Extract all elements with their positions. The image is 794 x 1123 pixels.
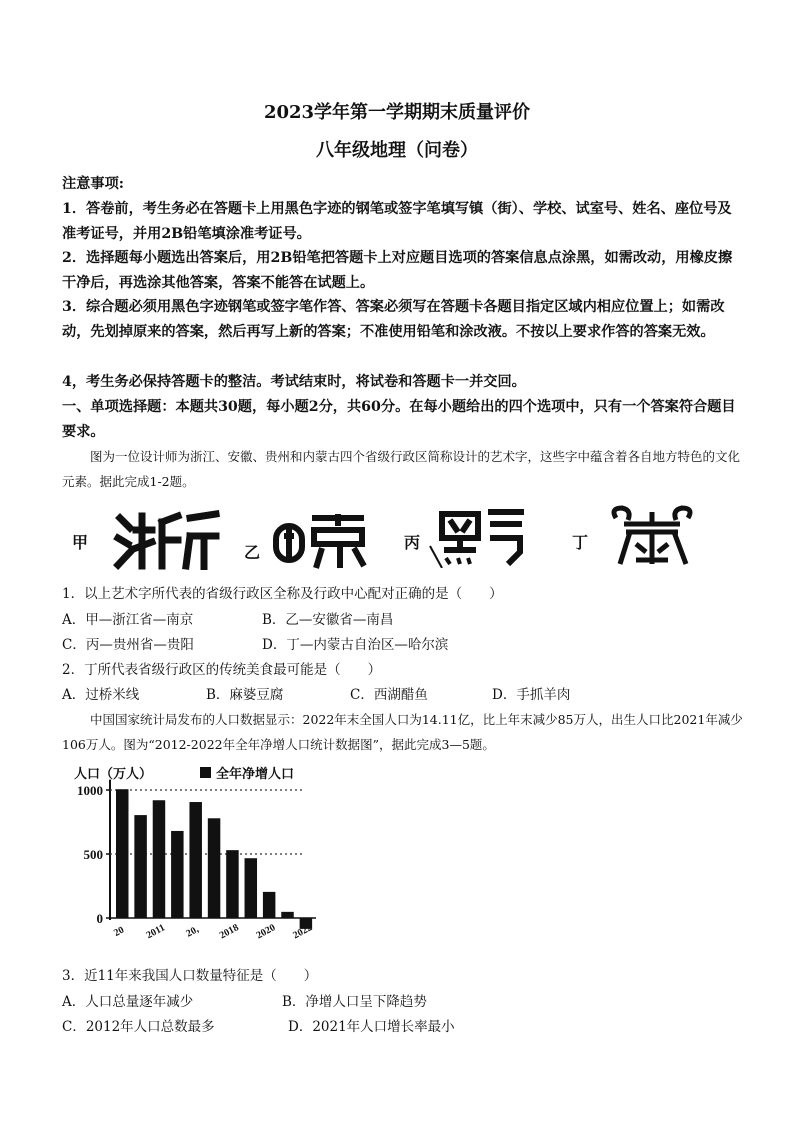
notice-heading: 注意事项: [62, 176, 124, 192]
y-tick-label: 500 [83, 847, 103, 862]
bar-2014 [153, 800, 165, 918]
bar-2017 [208, 818, 220, 918]
art-word-wan-image [270, 512, 370, 570]
question-1-stem: 1．以上艺术字所代表的省级行政区全称及行政中心配对正确的是（ ） [62, 586, 503, 602]
art-word-zhe-image [112, 510, 222, 570]
notice-item-1: 1．答卷前，考生务必在答题卡上用黑色字迹的钢笔或签字笔填写镇（街）、学校、试室号、姓名、座位号及准考证号，并用2B铅笔填涂准考证号。 [62, 201, 732, 242]
question-1-option-a: A．甲—浙江省—南京 [62, 612, 194, 628]
notice-item-4: 4，考生务必保持答题卡的整洁。考试结束时，将试卷和答题卡一并交回。 [62, 374, 526, 390]
art-label-jia: 甲 [72, 533, 89, 552]
question-2-option-d: D．手抓羊肉 [492, 687, 571, 703]
x-tick-label: 20 [112, 924, 127, 939]
question-2-stem: 2．丁所代表省级行政区的传统美食最可能是（ ） [62, 662, 382, 678]
question-2-option-c: C．西湖醋鱼 [350, 687, 428, 703]
question-3-option-c: C．2012年人口总数最多 [62, 1019, 215, 1035]
notice-item-3: 3．综合题必须用黑色字迹钢笔或签字笔作答、答案必须写在答题卡各题目指定区域内相应位置上；如需改动，先划掉原来的答案，然后再写上新的答案；不准使用铅笔和涂改液。不按以上要求作答的答案无效。 [62, 299, 725, 340]
art-word-qian-image [428, 506, 528, 568]
bar-2018 [226, 850, 238, 918]
bar-2021 [281, 912, 293, 918]
question-3-stem: 3．近11年来我国人口数量特征是（ ） [62, 968, 318, 984]
x-tick-label: 20, [184, 924, 201, 940]
question-3-option-a: A．人口总量逐年减少 [62, 994, 194, 1010]
question-1-option-d: D．丁—内蒙古自治区—哈尔滨 [262, 637, 449, 653]
art-label-bing: 丙 [404, 533, 421, 552]
legend-swatch [200, 767, 211, 778]
y-tick-label: 1000 [77, 783, 103, 798]
y-tick-label: 0 [96, 911, 103, 926]
question-3-option-b: B．净增人口呈下降趋势 [282, 994, 427, 1010]
intro-paragraph-1: 图为一位设计师为浙江、安徽、贵州和内蒙古四个省级行政区简称设计的艺术字，这些字中蕴含着各自地方特色的文化元素。据此完成1-2题。 [62, 449, 741, 489]
bar-2019 [245, 858, 257, 918]
notice-item-2: 2．选择题每小题选出答案后，用2B铅笔把答题卡上对应题目选项的答案信息点涂黑，如需改动，用橡皮擦干净后，再选涂其他答案，答案不能答在试题上。 [62, 250, 733, 291]
bar-2015 [171, 831, 183, 918]
art-label-ding: 丁 [572, 533, 589, 552]
section-heading: 一、单项选择题：本题共30题，每小题2分，共60分。在每小题给出的四个选项中，只有一个答案符合题目要求。 [62, 399, 736, 440]
question-3-option-d: D．2021年人口增长率最小 [288, 1019, 455, 1035]
art-label-yi: 乙 [244, 543, 261, 562]
x-tick-label: 2011 [144, 922, 167, 942]
intro-paragraph-2: 中国国家统计局发布的人口数据显示：2022年末全国人口为14.11亿，比上年末减少85万人，出生人口比2021年减少106万人。图为“2012-2022年全年净增人口统计数据图”，据此完成3—5题。 [62, 712, 743, 752]
question-1-option-c: C．丙—贵州省—贵阳 [62, 637, 194, 653]
chart-legend-label: 全年净增人口 [216, 766, 295, 781]
question-2-option-b: B．麻婆豆腐 [206, 687, 284, 703]
exam-subtitle: 八年级地理（问卷） [316, 140, 478, 161]
net-population-bar-chart [70, 760, 340, 960]
question-1-option-b: B．乙—安徽省—南昌 [262, 612, 394, 628]
question-2-option-a: A．过桥米线 [62, 687, 140, 703]
art-word-meng-image [606, 504, 698, 568]
exam-title: 2023学年第一学期期末质量评价 [263, 102, 531, 123]
bar-2020 [263, 892, 275, 918]
bar-2012 [116, 789, 128, 918]
bar-2016 [189, 802, 201, 918]
x-tick-label: 2022 [291, 922, 315, 942]
x-tick-label: 2018 [217, 922, 241, 942]
chart-ylabel: 人口（万人） [74, 766, 153, 781]
bar-2013 [134, 815, 146, 918]
x-tick-label: 2020 [254, 922, 278, 942]
